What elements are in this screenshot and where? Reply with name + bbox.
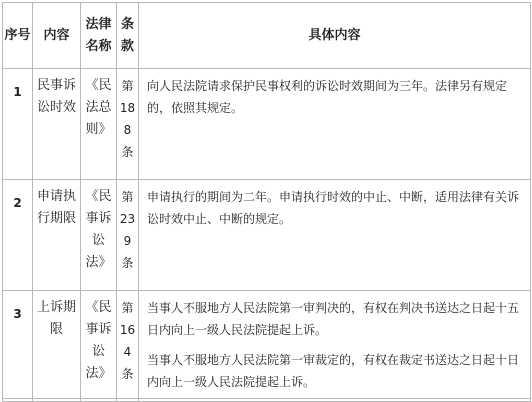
row-article: 第164条 (117, 291, 139, 402)
header-no: 序号 (3, 3, 33, 69)
row-number: 1 (3, 69, 33, 180)
row-law-name: 《民事诉讼法》 (81, 291, 117, 402)
table-row (3, 291, 531, 402)
table-row (3, 180, 531, 291)
row-detail (139, 69, 531, 180)
detail-paragraph: 向人民法院请求保护民事权利的诉讼时效期间为三年。法律另有规定的，依照其规定。 (147, 79, 508, 115)
header-article: 条款 (117, 3, 139, 69)
row-content: 民事诉讼时效 (33, 69, 81, 180)
row-law-name: 《民事诉讼法》 (81, 180, 117, 291)
row-content: 上诉期限 (33, 291, 81, 402)
header-content: 内容 (33, 3, 81, 69)
row-content: 申请执行期限 (33, 180, 81, 291)
row-law-name: 《民法总则》 (81, 69, 117, 180)
detail-paragraph: 申请执行的期间为二年。申请执行时效的中止、中断，适用法律有关诉讼时效中止、中断的规定。 (147, 190, 520, 226)
header-law-name: 法律名称 (81, 3, 117, 69)
table-row (3, 69, 531, 180)
row-number: 3 (3, 291, 33, 402)
row-article: 第239条 (117, 180, 139, 291)
row-number: 2 (3, 180, 33, 291)
row-article: 第188条 (117, 69, 139, 180)
header-detail: 具体内容 (139, 3, 531, 69)
detail-paragraph: 当事人不服地方人民法院第一审裁定的，有权在裁定书送达之日起十日内向上一级人民法院提起上诉。 (147, 353, 520, 389)
header-row (3, 3, 531, 69)
row-detail (139, 180, 531, 291)
row-detail (139, 291, 531, 402)
law-table (2, 2, 531, 402)
detail-paragraph: 当事人不服地方人民法院第一审判决的，有权在判决书送达之日起十五日内向上一级人民法院提起上诉。 (147, 301, 520, 337)
